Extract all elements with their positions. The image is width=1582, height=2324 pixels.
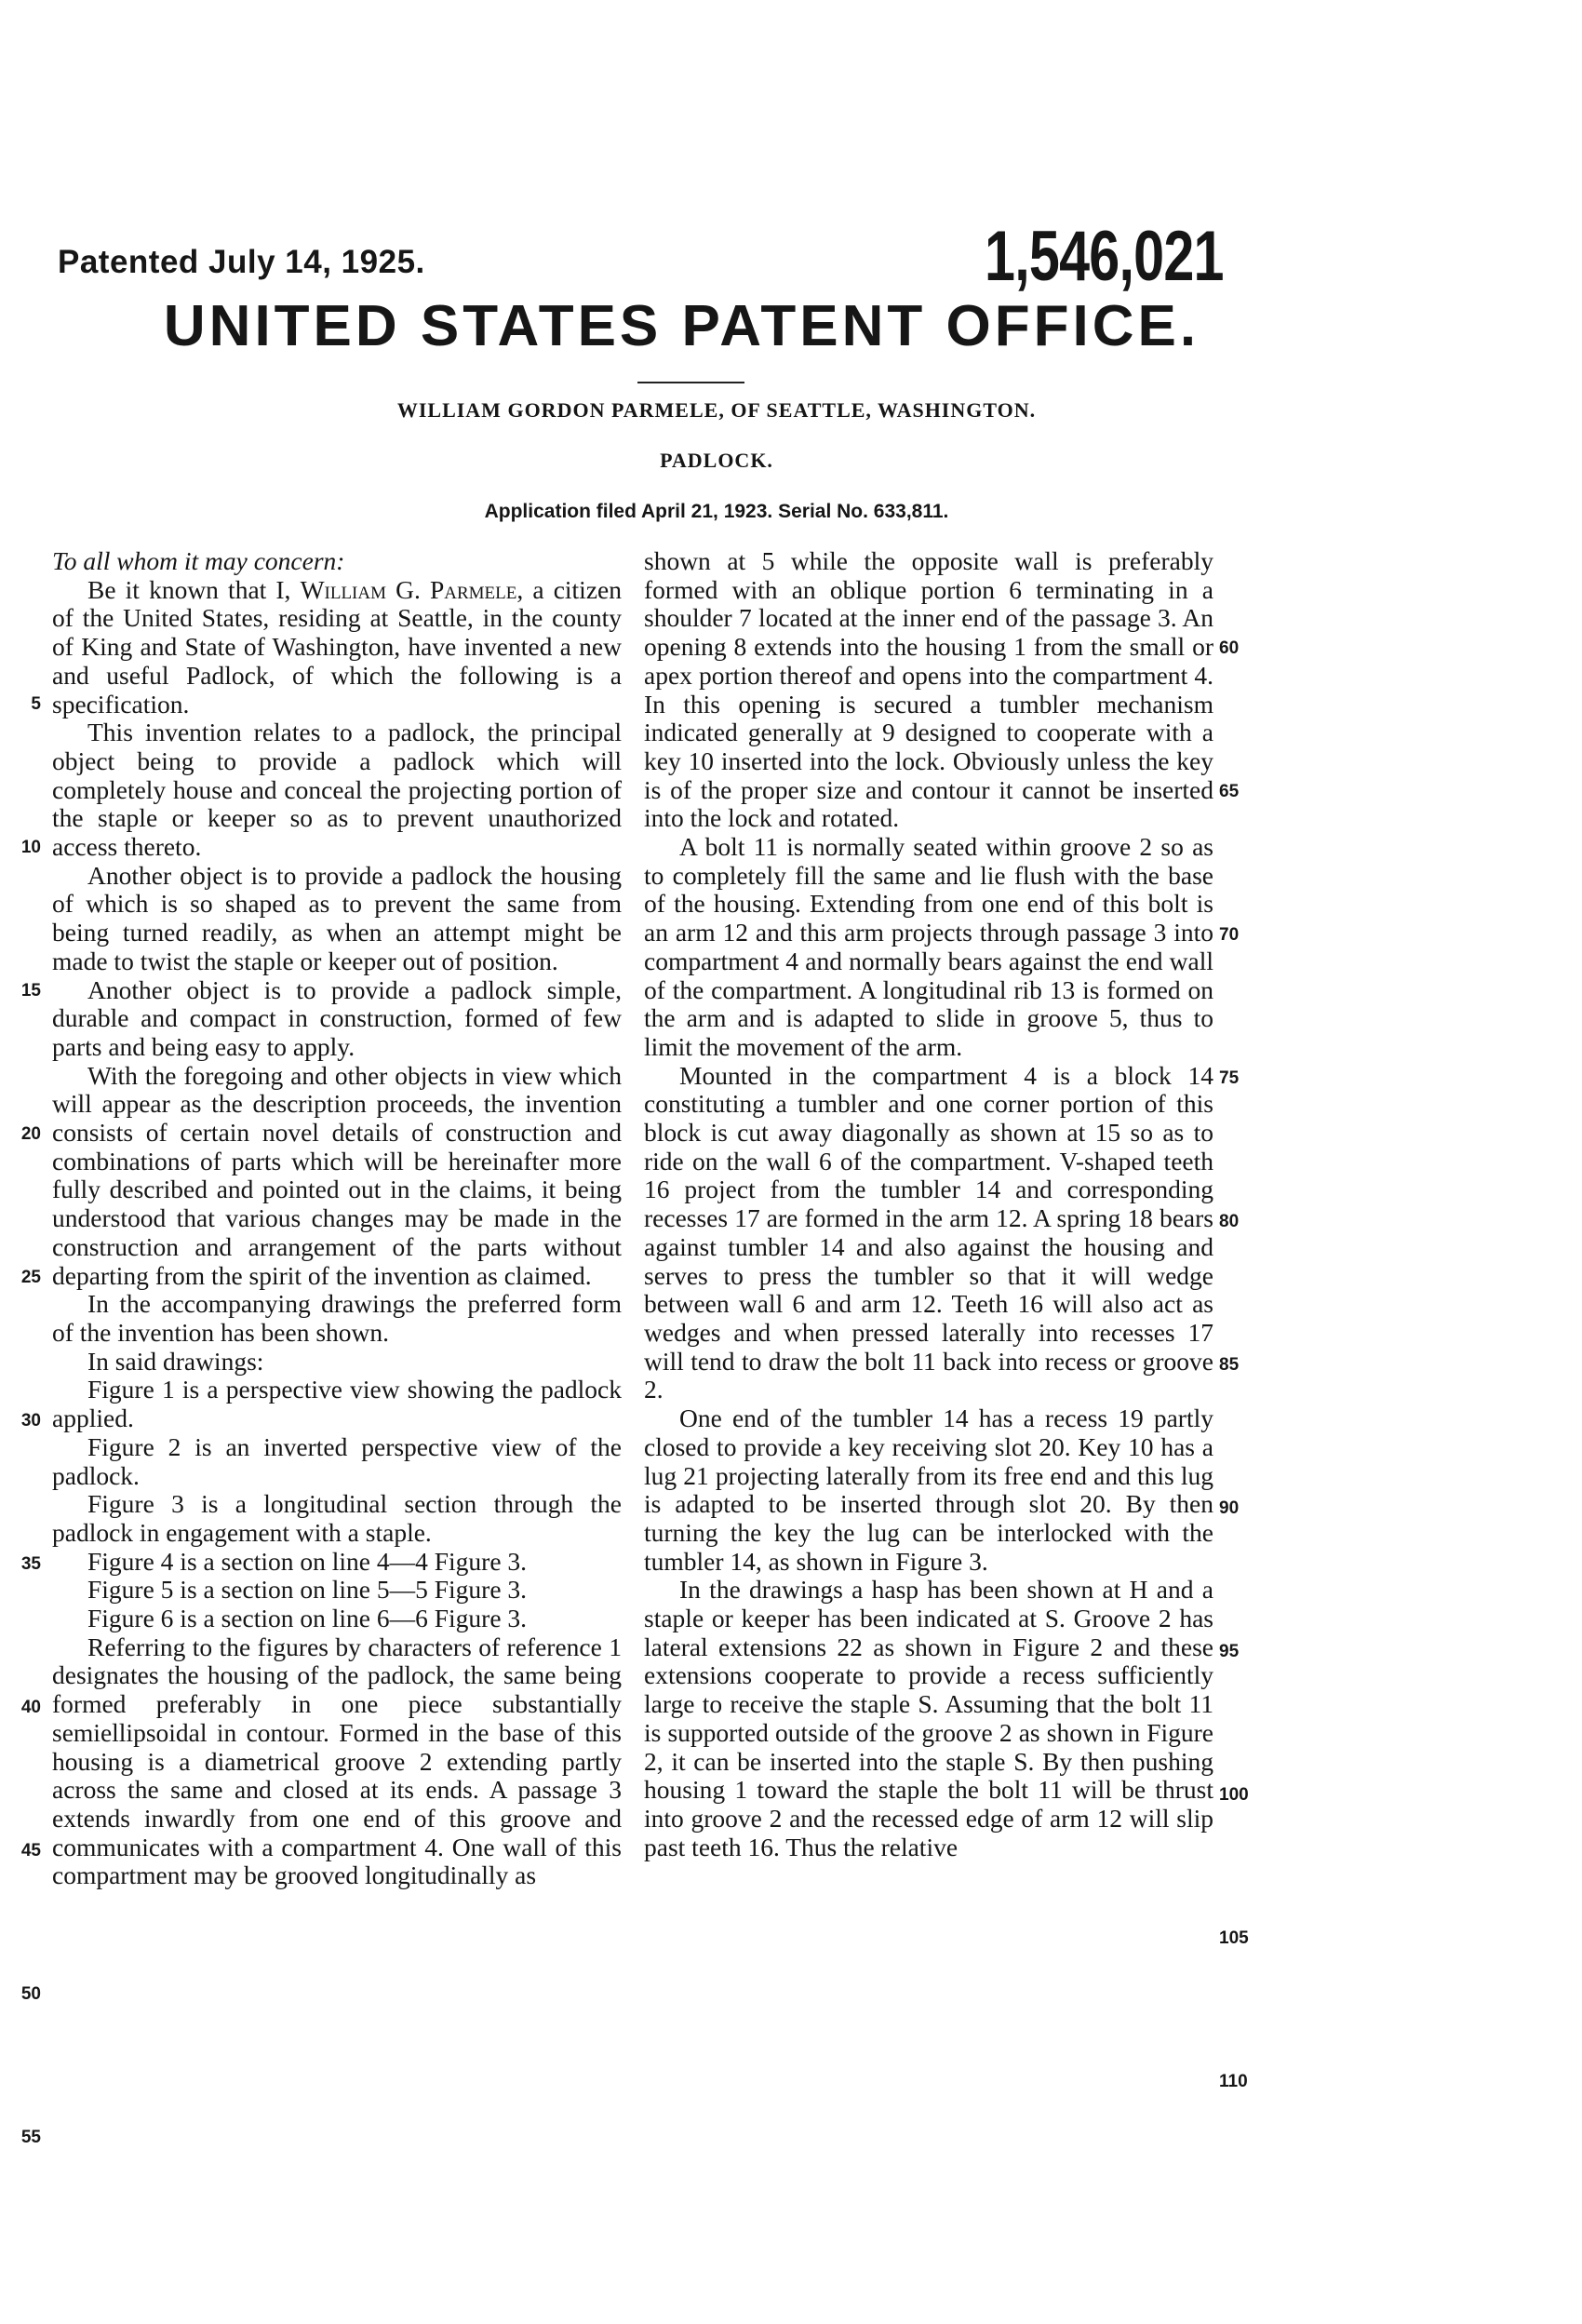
paragraph: Figure 1 is a perspective view showing the padlock applied. [52,1375,622,1433]
line-number: 85 [1219,1355,1240,1375]
paragraph: In the accompanying drawings the preferred form of the invention has been shown. [52,1289,622,1347]
line-number: 70 [1219,925,1240,945]
line-number: 80 [1219,1212,1240,1231]
office-title: UNITED STATES PATENT OFFICE. [163,294,1200,358]
paragraph-text: , a citizen of the United States, residing at Seattle, in the county of King and State of Washington, have invented a new and useful Padlock, of which the following is a specification. [52,574,622,719]
invention-title: PADLOCK. [660,449,773,472]
paragraph: shown at 5 while the opposite wall is preferably formed with an oblique portion 6 terminating in a shoulder 7 located at the inner end of the passage 3. An opening 8 extends into the housing 1 from the small or apex portion thereof and opens into the compartment 4. In this opening is secured a tumbler mechanism indicated generally at 9 designed to cooperate with a key 10 inserted into the lock. Obviously unless the key is of the proper size and contour it cannot be inserted into the lock and rotated. [644,546,1213,833]
paragraph: This invention relates to a padlock, the principal object being to provide a padlock which will completely house and conceal the projecting portion of the staple or keeper so as to prevent unauthorized access thereto. [52,718,622,862]
paragraph: Another object is to provide a padlock simple, durable and compact in construction, formed of few parts and being easy to apply. [52,974,622,1061]
line-number: 20 [20,1124,41,1144]
line-number: 50 [20,1984,41,2004]
paragraph: A bolt 11 is normally seated within groove 2 so as to completely fill the same and lie flush with the base of the housing. Extending from one end of this bolt is an arm 12 and this arm projects through passage 3 into compartment 4 and normally bears against the end wall of the compartment. A longitudinal rib 13 is formed on the arm and is adapted to slide in groove 5, thus to limit the movement of the arm. [644,832,1213,1061]
greeting: To all whom it may concern: [52,546,345,575]
paragraph: Mounted in the compartment 4 is a block 14 constituting a tumbler and one corner portion of this block is cut away diagonally as shown at 15 so as to ride on the wall 6 of the compartment. V-shaped teeth 16 project from the tumbler 14 and corresponding recesses 17 are formed in the arm 12. A spring 18 bears against tumbler 14 and also against the housing and serves to press the tumbler so that it will wedge between wall 6 and arm 12. Teeth 16 will also act as wedges and when pressed laterally into recesses 17 will tend to draw the bolt 11 back into recess or groove 2. [644,1060,1213,1404]
line-number: 60 [1219,638,1240,658]
left-column [52,547,622,1890]
line-number: 110 [1219,2072,1248,2091]
patent-date: Patented July 14, 1925. [58,244,425,280]
paragraph: Referring to the figures by characters of reference 1 designates the housing of the padlock, the same being formed preferably in one piece substantially semiellipsoidal in contour. Formed in the base of this housing is a diametrical groove 2 extending partly across the same and closed at its ends. A passage 3 extends inwardly from one end of this groove and communicates with a compartment 4. One wall of this compartment may be grooved longitudinally as [52,1632,622,1890]
line-number: 40 [20,1698,41,1717]
inventor-name: William G. Parmele [300,574,517,604]
paragraph: Figure 6 is a section on line 6—6 Figure 3. [87,1604,528,1633]
line-number: 105 [1219,1928,1249,1948]
paragraph: In said drawings: [87,1346,264,1376]
line-number: 75 [1219,1068,1240,1088]
paragraph [52,576,622,719]
line-number: 65 [1219,782,1240,801]
line-number: 45 [20,1841,41,1861]
patent-number: 1,546,021 [985,217,1224,296]
paragraph: Figure 3 is a longitudinal section through the padlock in engagement with a staple. [52,1489,622,1547]
paragraph: With the foregoing and other objects in view which will appear as the description proceeds, the invention consists of certain novel details of construction and combinations of parts which will be hereinafter more fully described and pointed out in the claims, it being understood that various changes may be made in the construction and arrangement of the parts without departing from the spirit of the invention as claimed. [52,1060,622,1290]
line-number: 5 [31,694,41,714]
line-number: 25 [20,1268,41,1287]
line-number: 35 [20,1554,41,1574]
line-number: 55 [20,2128,41,2147]
paragraph: Figure 5 is a section on line 5—5 Figure 3. [87,1575,528,1605]
right-column [644,547,1213,1861]
inventor-line: WILLIAM GORDON PARMELE, OF SEATTLE, WASHINGTON. [396,398,1037,422]
line-number: 15 [20,981,41,1001]
title-divider [637,382,744,383]
paragraph: Figure 2 is an inverted perspective view of the padlock. [52,1431,622,1490]
paragraph: In the drawings a hasp has been shown at H and a staple or keeper has been indicated at S. Groove 2 has lateral extensions 22 as shown in Figure 2 and these extensions cooperate to provide a recess sufficiently large to receive the staple S. Assuming that the bolt 11 is supported outside of the groove 2 as shown in Figure 2, it can be inserted into the staple S. By then pushing housing 1 toward the staple the bolt 11 will be thrust into groove 2 and the recessed edge of arm 12 will slip past teeth 16. Thus the relative [644,1575,1213,1861]
paragraph: One end of the tumbler 14 has a recess 19 partly closed to provide a key receiving slot 20. Key 10 has a lug 21 projecting laterally from its free end and this lug is adapted to be inserted through slot 20. By then turning the key the lug can be interlocked with the tumbler 14, as shown in Figure 3. [644,1404,1213,1576]
paragraph: Another object is to provide a padlock the housing of which is so shaped as to prevent the same from being turned readily, as when an attempt might be made to twist the staple or keeper out of position. [52,860,622,975]
application-line: Application filed April 21, 1923. Serial No. 633,811. [484,501,949,522]
line-number: 100 [1219,1785,1249,1805]
line-number: 30 [20,1411,41,1431]
paragraph: Figure 4 is a section on line 4—4 Figure 3. [87,1546,528,1576]
line-number: 95 [1219,1642,1240,1661]
line-number: 10 [20,838,41,857]
paragraph-text: Be it known that I, [87,574,301,604]
line-number: 90 [1219,1498,1240,1518]
